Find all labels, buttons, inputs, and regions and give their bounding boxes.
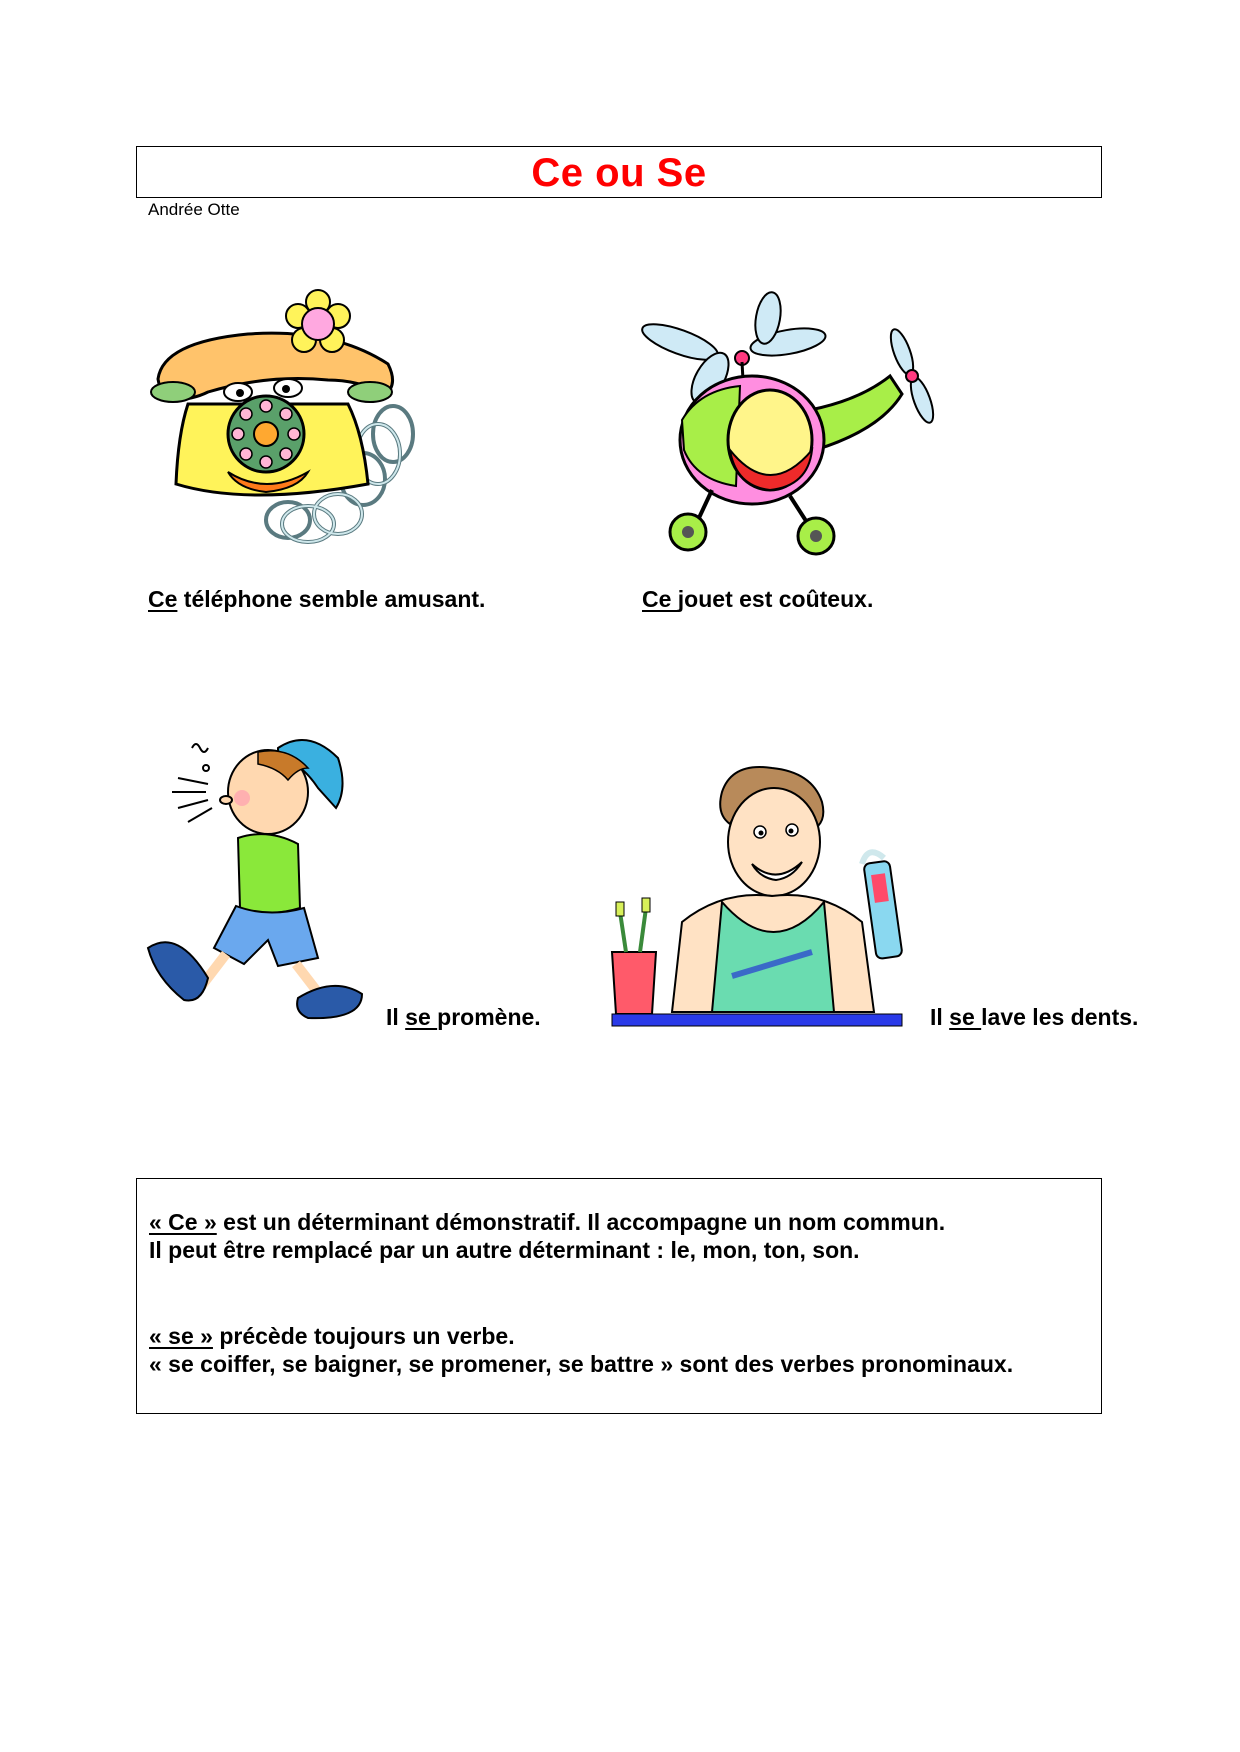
toy-helicopter-illustration [640,300,940,560]
rule-se-text: précède toujours un verbe. [212,1323,515,1349]
example-helicopter [642,586,873,613]
example-helicopter-rest: jouet est coûteux. [677,586,874,612]
example-brusher-lead: Il [930,1004,950,1030]
rule-ce-replacement: Il peut être remplacé par un autre déterminant : le, mon, ton, son. [149,1237,860,1263]
example-brusher [930,1004,1138,1031]
rule-ce-word: « Ce » [149,1209,217,1235]
boy-brushing-teeth-illustration [612,762,902,1032]
rule-ce-text: est un déterminant démonstratif. Il accompagne un nom commun. [216,1209,946,1235]
boy-walking-illustration [148,728,368,1028]
telephone-illustration [148,284,448,564]
example-walker-word: se [405,1004,438,1030]
rule-se-word: « se » [149,1323,213,1349]
example-telephone [148,586,485,613]
page-title: Ce ou Se [531,151,707,195]
example-brusher-word: se [949,1004,982,1030]
title-box [136,146,1102,198]
author-name: Andrée Otte [148,200,240,219]
rules-box [136,1178,1102,1414]
example-walker-lead: Il [386,1004,406,1030]
rule-se-definition [149,1323,515,1350]
rule-se-examples: « se coiffer, se baigner, se promener, se battre » sont des verbes pronominaux. [149,1351,1014,1377]
example-telephone-word: Ce [148,586,178,612]
rule-ce-definition [149,1209,945,1236]
example-walker-rest: promène. [437,1004,541,1030]
example-walker [386,1004,541,1031]
example-helicopter-word: Ce [642,586,678,612]
example-brusher-rest: lave les dents. [981,1004,1139,1030]
example-telephone-rest: téléphone semble amusant. [177,586,486,612]
